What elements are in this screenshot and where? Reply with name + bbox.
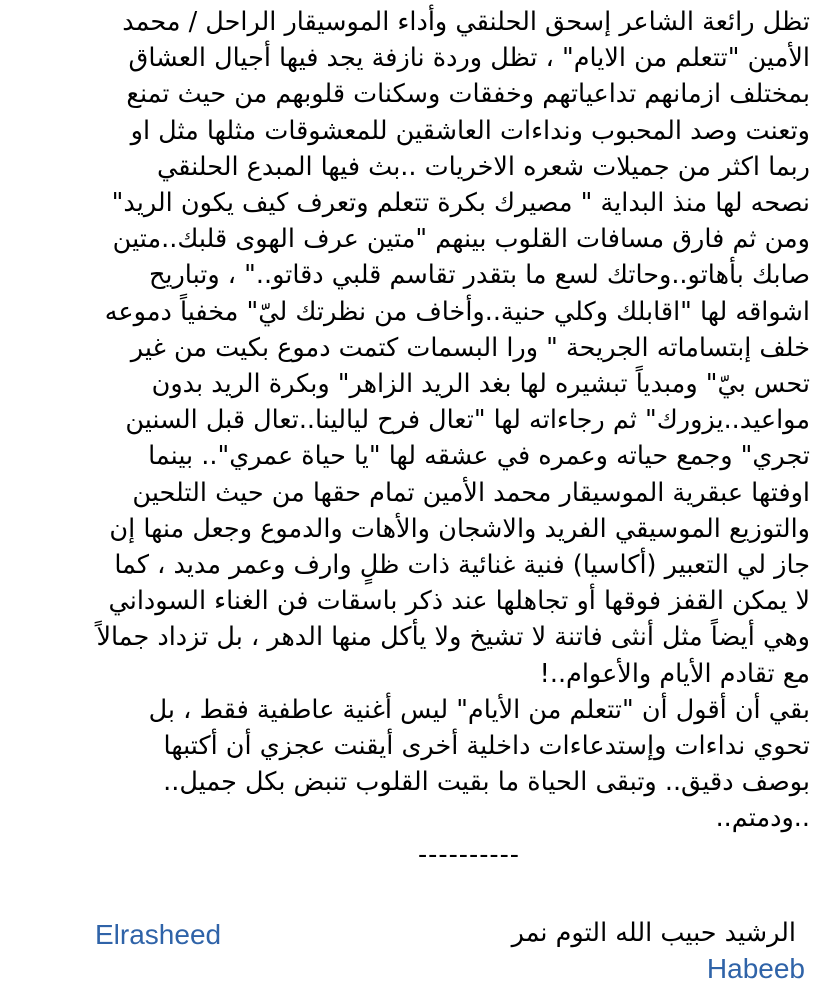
text-line: خلف إبتساماته الجريحة " ورا البسمات كتمت دموع بكيت من غير bbox=[130, 332, 810, 363]
author-translation-link[interactable]: Elrasheed bbox=[95, 919, 222, 950]
text-line: اشواقه لها "اقابلك وكلي حنية..وأخاف من نظرتك ليّ" مخفياً دموعه bbox=[104, 296, 810, 327]
text-line: لا يمكن القفز فوقها أو تجاهلها عند ذكر باسقات فن الغناء السوداني bbox=[108, 586, 810, 617]
author-translation-link[interactable]: Habeeb bbox=[706, 953, 805, 984]
separator-line: ---------- bbox=[417, 839, 520, 870]
text-line: تظل رائعة الشاعر إسحق الحلنقي وأداء الموسيقار الراحل / محمد bbox=[122, 7, 810, 37]
text-line: نصحه لها منذ البداية " مصيرك بكرة تتعلم وتعرف كيف يكون الريد" bbox=[111, 188, 810, 219]
text-line: ..ودمتم.. bbox=[715, 803, 810, 834]
paragraph-2 bbox=[38, 692, 810, 837]
text-line: بمختلف ازمانهم تداعياتهم وخفقات وسكنات قلوبهم من حيث تمنع bbox=[126, 79, 810, 110]
text-line: تحس بيّ" ومبدياً تبشيره لها بغد الريد الزاهر" وبكرة الريد بدون bbox=[151, 369, 810, 400]
text-line: وتعنت وصد المحبوب ونداءات العاشقين للمعشوقات مثلها مثل او bbox=[130, 115, 810, 146]
text-line: صابك بأهاتو..وحاتك لسع ما بتقدر تقاسم قلبي دقاتو.." ، وتباريح bbox=[148, 260, 810, 291]
text-line: الأمين "تتعلم من الايام" ، تظل وردة نازفة يجد فيها أجيال العشاق bbox=[128, 43, 810, 74]
text-line: بوصف دقيق.. وتبقى الحياة ما بقيت القلوب تنبض بكل جميل.. bbox=[163, 767, 810, 798]
text-line: تجري" وجمع حياته وعمره في عشقه لها "يا حياة عمري".. بينما bbox=[148, 441, 810, 472]
text-line: جاز لي التعبير (أكاسيا) فنية غنائية ذات ظلٍ وارف وعمر مديد ، كما bbox=[114, 550, 810, 581]
text-line: وهي أيضاً مثل أنثى فاتنة لا تشيخ ولا يأكل منها الدهر ، بل تزداد جمالاً bbox=[96, 622, 810, 653]
text-line: بقي أن أقول أن "تتعلم من الأيام" ليس أغنية عاطفية فقط ، بل bbox=[148, 694, 810, 725]
text-line: اوفتها عبقرية الموسيقار محمد الأمين تمام حقها من حيث التلحين bbox=[132, 477, 810, 508]
text-line: ربما اكثر من جميلات شعره الاخريات ..بث فيها المبدع الحلنقي bbox=[156, 151, 810, 182]
text-line: والتوزيع الموسيقي الفريد والاشجان والأهات والدموع وجعل منها إن bbox=[109, 513, 810, 544]
paragraph-1 bbox=[38, 4, 810, 692]
text-line: مع تقادم الأيام والأعوام..! bbox=[539, 658, 810, 689]
text-line: ومن ثم فارق مسافات القلوب بينهم "متين عرف الهوى قلبك..متين bbox=[112, 224, 810, 255]
post-body bbox=[38, 4, 810, 873]
text-line: مواعيد..يزورك" ثم رجاءاته لها "تعال فرح ليالينا..تعال قبل السنين bbox=[125, 405, 810, 436]
author-name: الرشيد حبيب الله التوم نمر bbox=[511, 918, 796, 948]
text-line: تحوي نداءات وإستدعاءات داخلية أخرى أيقنت عجزي أن أكتبها bbox=[163, 731, 810, 762]
